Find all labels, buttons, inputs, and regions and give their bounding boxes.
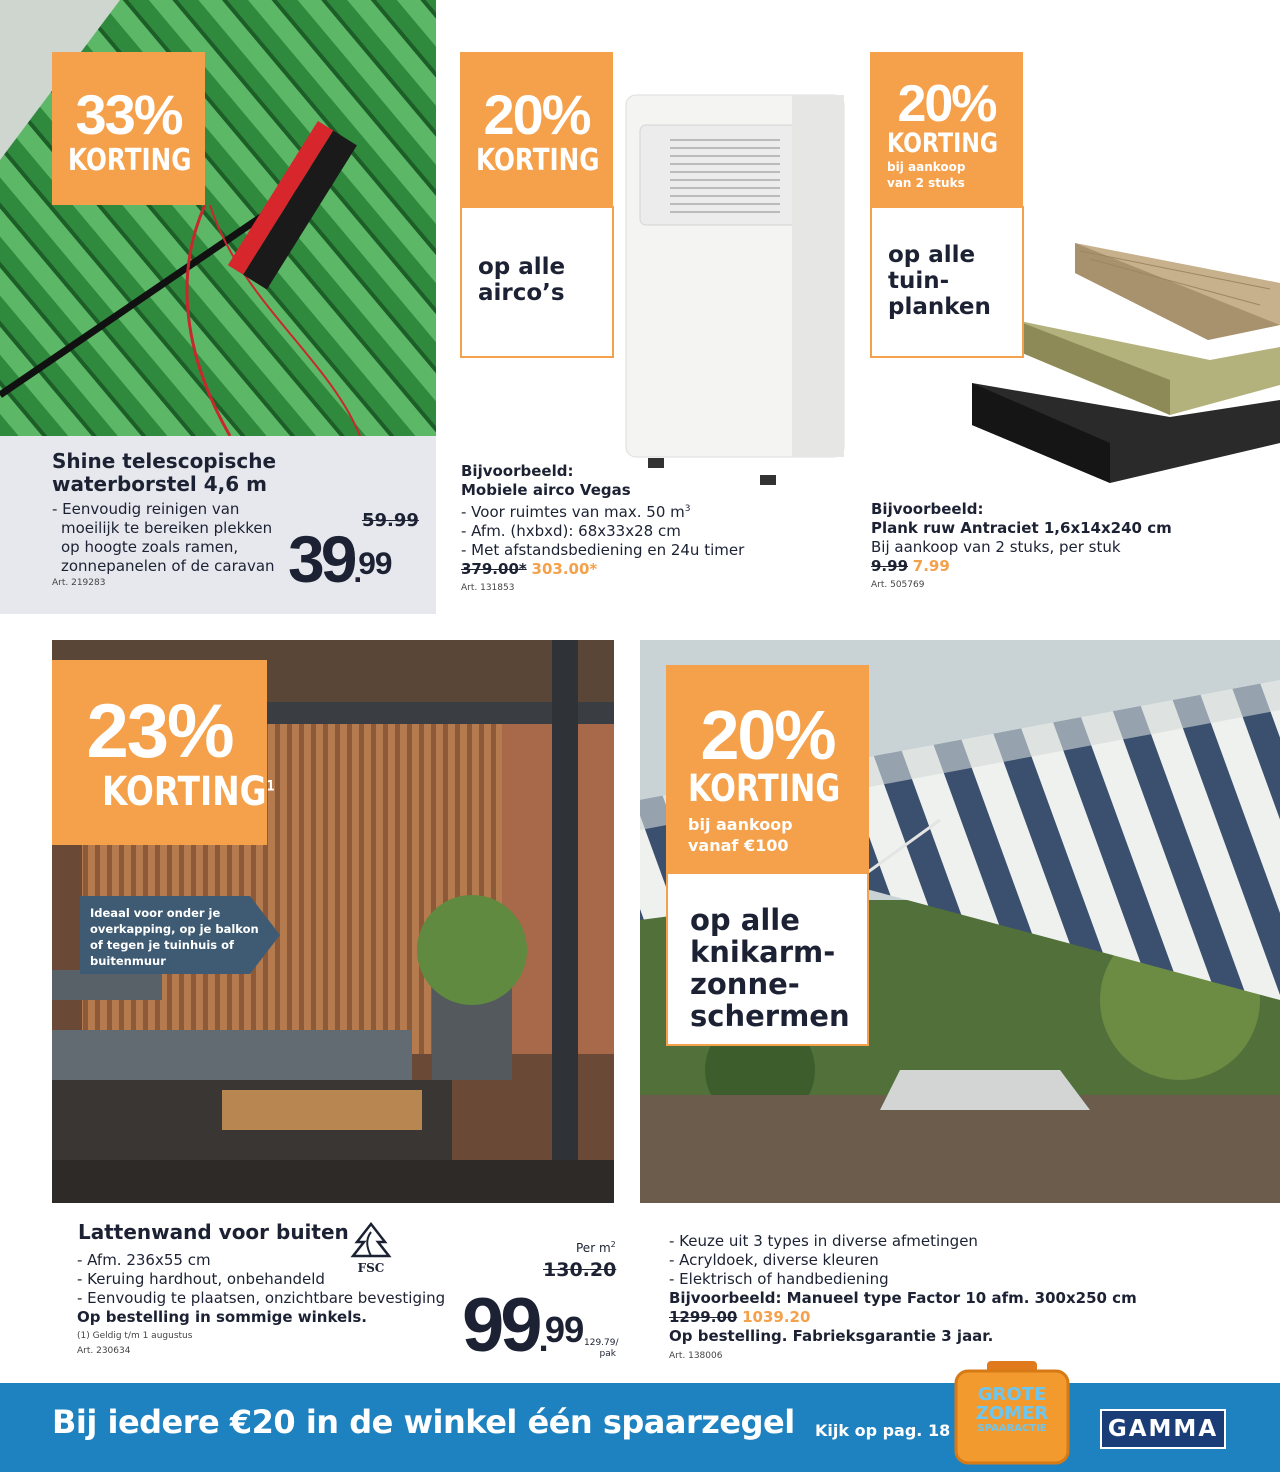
article-number: Art. 219283 — [52, 578, 106, 588]
callout-line: buitenmuur — [90, 954, 166, 968]
waterbrush-discount-badge — [52, 52, 205, 205]
spec-line: - Elektrisch of handbediening — [669, 1270, 889, 1288]
planks-discount-badge — [870, 52, 1023, 207]
lattenwand-discount-badge — [52, 660, 275, 845]
discount-label: KORTING — [476, 143, 600, 178]
pack-price — [584, 1338, 619, 1360]
article-number: Art. 131853 — [461, 583, 515, 593]
description-line: zonnepanelen of de caravan — [61, 557, 275, 575]
example-product: Bijvoorbeeld: Manueel type Factor 10 afm. 300x250 cm — [669, 1289, 1137, 1307]
unit-text: Per m — [576, 1241, 611, 1255]
product-name: Plank ruw Antraciet 1,6x14x240 cm — [871, 519, 1172, 537]
unit-superscript: 2 — [610, 1240, 616, 1249]
price-integer: 39 — [288, 522, 354, 596]
awning-discount-badge — [666, 665, 869, 873]
fsc-text: FSC — [357, 1261, 385, 1275]
spec-line: - Keruing hardhout, onbehandeld — [77, 1270, 325, 1288]
description-line: - Eenvoudig reinigen van — [52, 500, 240, 518]
article-number: Art. 505769 — [871, 580, 925, 590]
awning-offer-box — [666, 872, 869, 1046]
gamma-logo[interactable] — [1100, 1409, 1226, 1449]
callout-text — [90, 905, 259, 969]
new-price: 7.99 — [912, 557, 950, 575]
example-label: Bijvoorbeeld: — [461, 462, 574, 480]
pack-price-unit: pak — [599, 1349, 616, 1359]
price-decimals: 99 — [358, 544, 392, 581]
gamma-logo-text: GAMMA — [1107, 1416, 1219, 1442]
offer-text: op alle tuin- planken — [888, 242, 991, 320]
badge-condition-line-1: bij aankoop — [688, 815, 793, 834]
badge-condition-line-2: vanaf €100 — [688, 836, 789, 855]
discount-value: 23% — [86, 689, 233, 774]
airco-discount-badge — [460, 52, 613, 207]
discount-percentage: 33% — [75, 83, 182, 146]
discount-label — [102, 769, 275, 815]
discount-label: KORTING — [68, 143, 192, 178]
product-description — [52, 500, 275, 576]
offer-text: op alle airco’s — [478, 254, 566, 306]
spec-line: - Keuze uit 3 types in diverse afmetingen — [669, 1232, 978, 1250]
badge-condition-line-1: bij aankoop — [887, 160, 966, 174]
case-line-2: ZOMER — [975, 1403, 1049, 1424]
product-title: Lattenwand voor buiten — [78, 1220, 349, 1244]
price-line — [871, 557, 1172, 576]
old-price: 9.99 — [871, 557, 909, 575]
spec-text: - Voor ruimtes van max. 50 m — [461, 503, 685, 521]
banner-text: Bij iedere €20 in de winkel één spaarzegel — [52, 1403, 795, 1441]
article-number: Art. 230634 — [77, 1346, 131, 1356]
callout-line: Ideaal voor onder je — [90, 906, 221, 920]
description-line: op hoogte zoals ramen, — [61, 538, 239, 556]
pack-price-value: 129.79/ — [584, 1338, 619, 1348]
discount-percentage: 20% — [897, 75, 996, 133]
price-line — [669, 1308, 1137, 1327]
old-price: 379.00* — [461, 560, 527, 578]
discount-label: KORTING — [887, 128, 999, 159]
case-line-3: SPAARACTIE — [977, 1423, 1047, 1434]
product-title-line-2: waterborstel 4,6 m — [52, 472, 267, 496]
description-line: moeilijk te bereiken plekken — [61, 519, 273, 537]
planks-offer-box — [870, 206, 1024, 358]
price-decimals: 99 — [544, 1309, 584, 1351]
spec-line: - Afm. (hxbxd): 68x33x28 cm — [461, 522, 681, 540]
order-note: Op bestelling in sommige winkels. — [77, 1308, 367, 1326]
price-line — [461, 560, 744, 579]
discount-label: KORTING — [688, 767, 841, 810]
airco-info — [461, 462, 744, 593]
airco-image — [600, 80, 860, 500]
price-integer: 99 — [462, 1283, 539, 1368]
new-price: 1039.20 — [742, 1308, 811, 1326]
waterbrush-info-panel — [0, 436, 436, 614]
old-price: 59.99 — [362, 510, 419, 531]
airco-offer-box — [460, 206, 614, 358]
awning-info — [669, 1232, 1137, 1361]
example-label: Bijvoorbeeld: — [871, 500, 984, 518]
spec-superscript: 3 — [684, 504, 691, 514]
unit-label — [576, 1240, 616, 1255]
footnote-marker: 1 — [266, 778, 275, 795]
case-line-1: GROTE — [977, 1384, 1047, 1405]
product-name: Mobiele airco Vegas — [461, 481, 631, 499]
spec-line — [461, 500, 744, 522]
lattenwand-specs — [77, 1251, 445, 1356]
spec-line: - Acryldoek, diverse kleuren — [669, 1251, 879, 1269]
old-price: 130.20 — [543, 1259, 617, 1281]
spec-line: - Met afstandsbediening en 24u timer — [461, 541, 745, 559]
discount-percentage — [52, 688, 267, 775]
article-number: Art. 138006 — [669, 1351, 723, 1361]
callout-line: overkapping, op je balkon — [90, 922, 259, 936]
savings-banner — [0, 1383, 1280, 1472]
case-text — [952, 1385, 1072, 1435]
callout-line: of tegen je tuinhuis of — [90, 938, 235, 952]
discount-percentage: 20% — [700, 696, 835, 774]
sale-price: 39.99 — [288, 522, 392, 596]
planks-info — [871, 500, 1172, 590]
banner-page-link[interactable]: Kijk op pag. 18 — [815, 1421, 951, 1440]
product-description: Bij aankoop van 2 stuks, per stuk — [871, 538, 1121, 556]
product-title: Shine telescopische — [52, 449, 277, 473]
discount-percentage: 20% — [483, 83, 590, 146]
new-price: 303.00* — [531, 560, 598, 578]
footnote: (1) Geldig t/m 1 augustus — [77, 1331, 193, 1341]
spec-line: - Eenvoudig te plaatsen, onzichtbare bevestiging — [77, 1289, 446, 1307]
lattenwand-callout — [80, 896, 280, 974]
sale-price: 99.99 — [462, 1283, 584, 1368]
old-price: 1299.00 — [669, 1308, 738, 1326]
badge-condition-line-2: van 2 stuks — [887, 176, 965, 190]
offer-text: op alle knikarm- zonne- schermen — [690, 903, 850, 1033]
discount-label-text: KORTING — [102, 769, 267, 815]
savings-case-logo — [952, 1361, 1072, 1467]
spec-line: - Afm. 236x55 cm — [77, 1251, 211, 1269]
guarantee-note: Op bestelling. Fabrieksgarantie 3 jaar. — [669, 1327, 994, 1345]
